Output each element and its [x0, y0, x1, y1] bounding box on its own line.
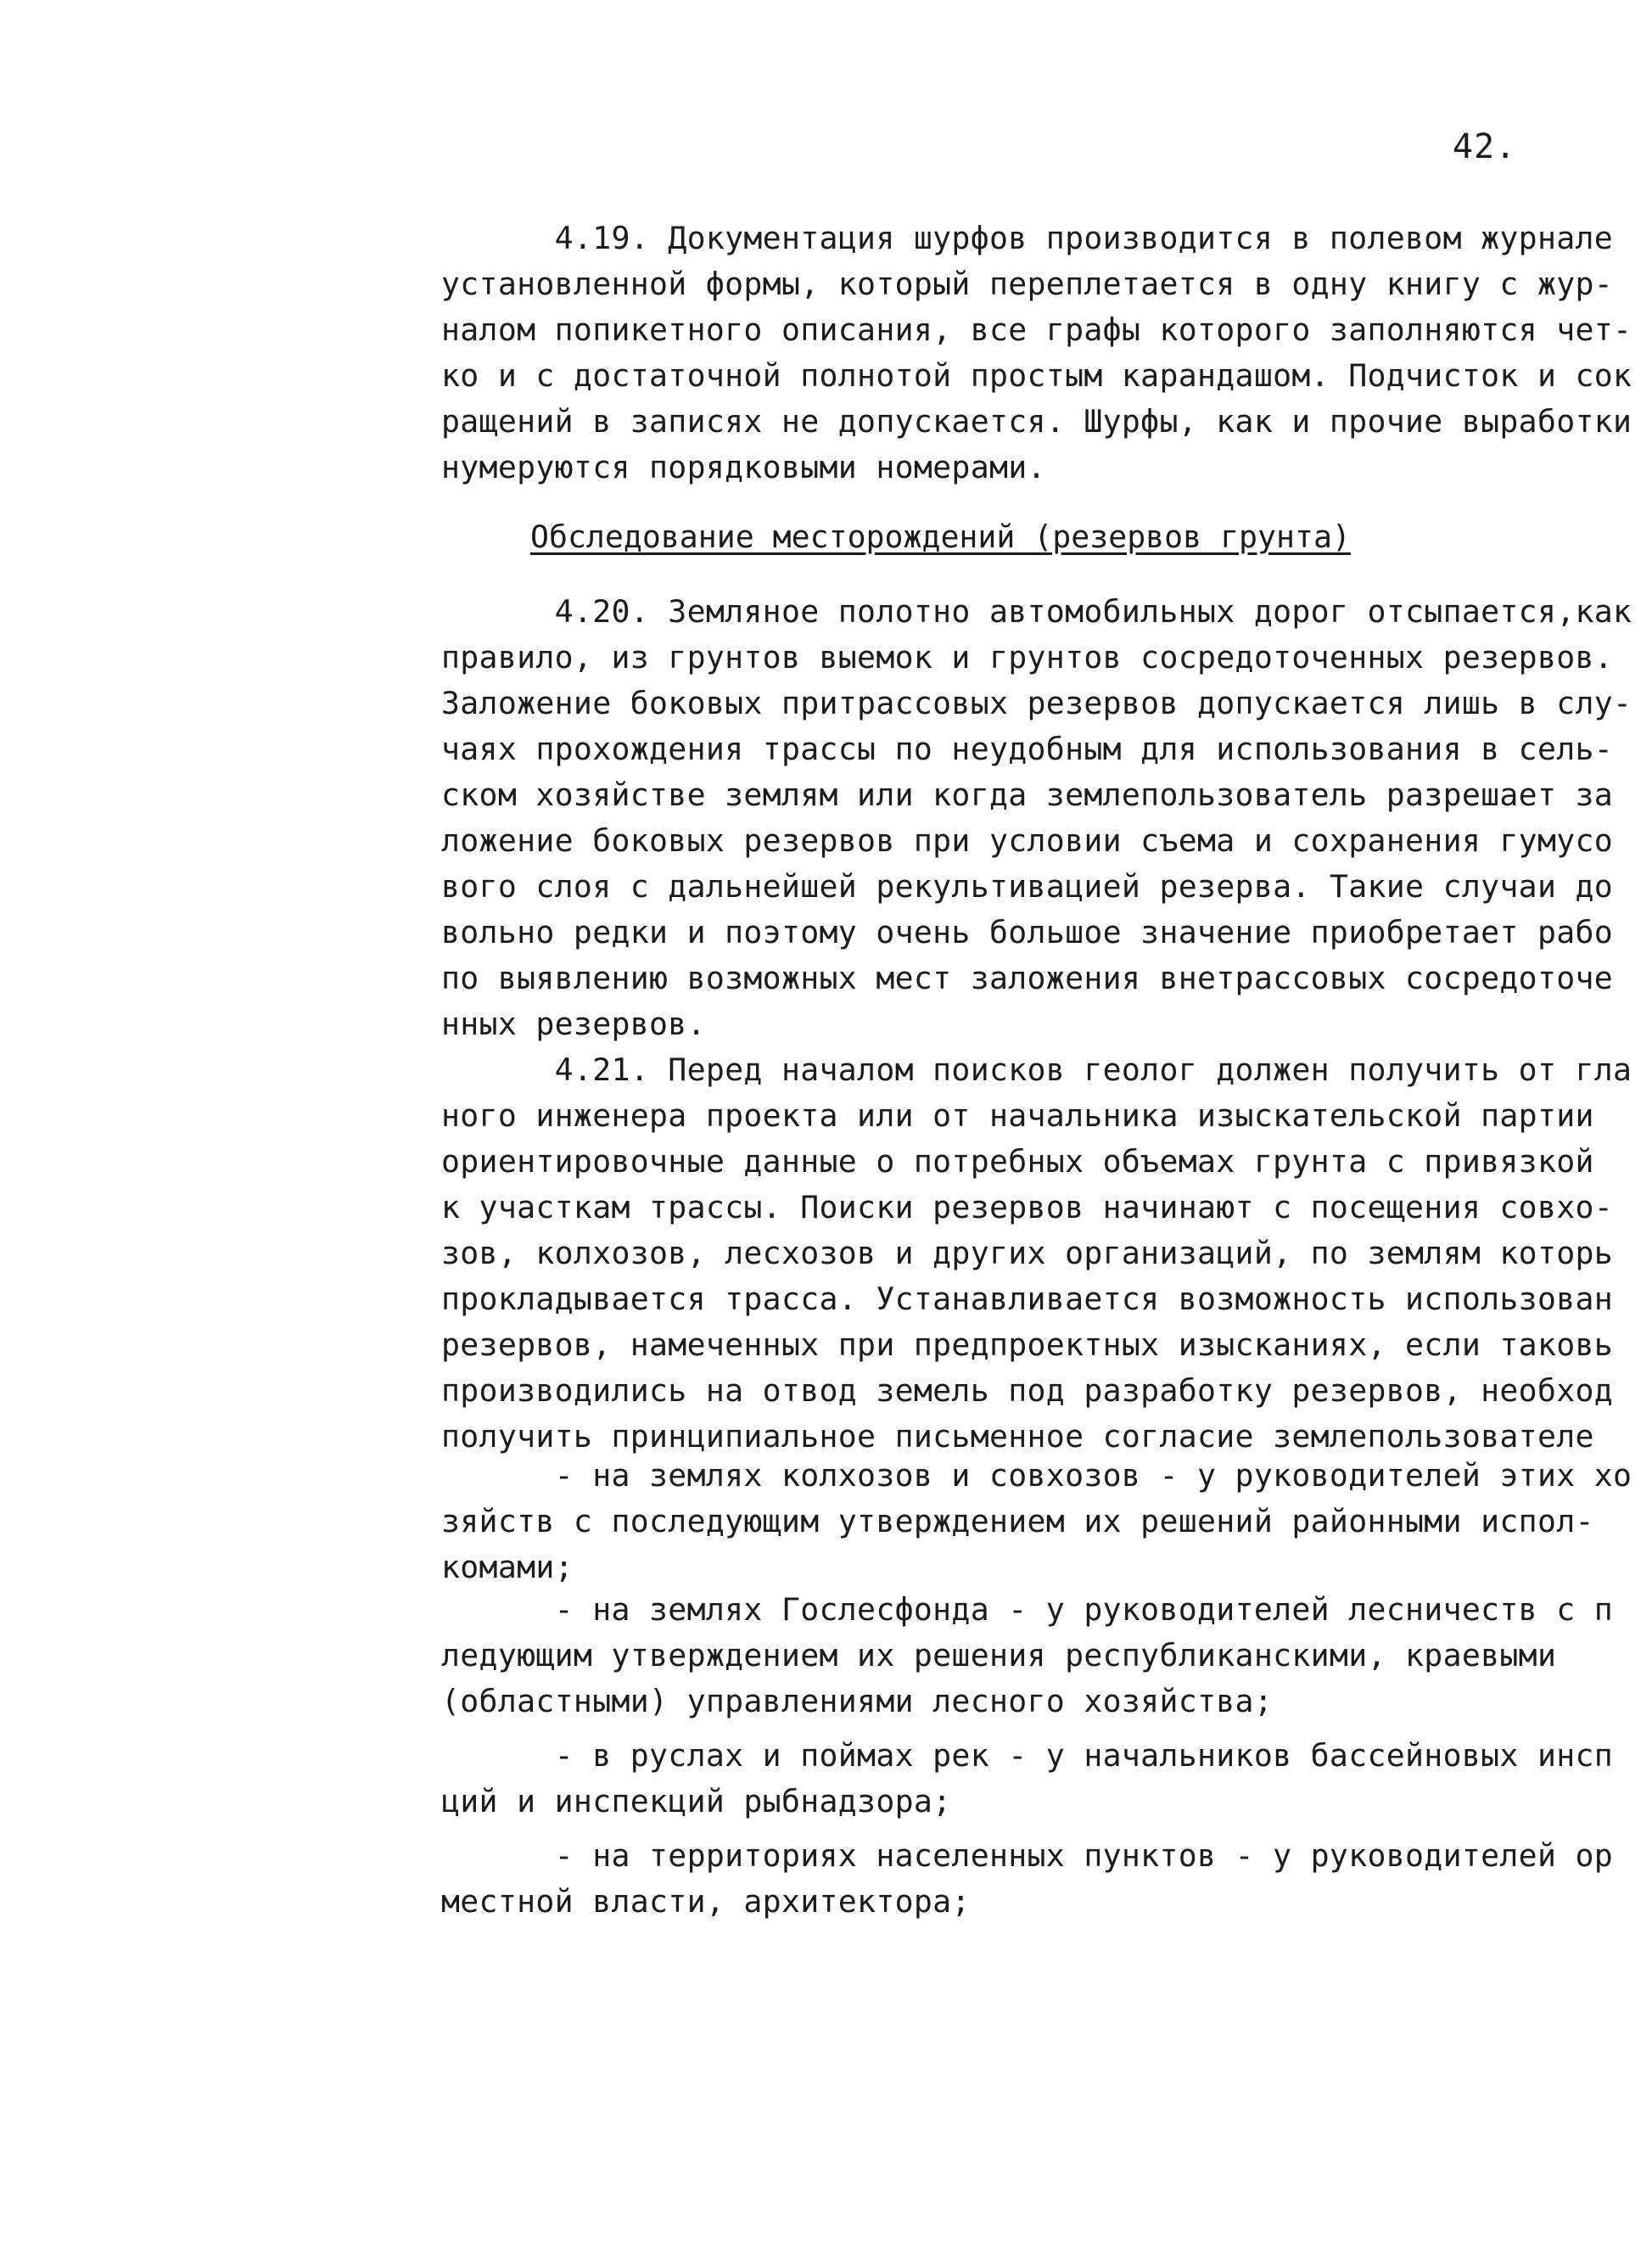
text-line: ций и инспекций рыбнадзора;: [441, 1783, 952, 1819]
text-line: к участкам трассы. Поиски резервов начинают с посещения совхо-: [441, 1189, 1614, 1225]
text-line: чаях прохождения трассы по неудобным для использования в сель-: [441, 731, 1614, 767]
paragraph-4-19: [441, 216, 1632, 491]
text-line: ращений в записях не допускается. Шурфы, как и прочие выработки: [441, 403, 1632, 440]
text-line: налом попикетного описания, все графы которого заполняются чет-: [441, 311, 1632, 348]
text-line: - на землях Гослесфонда - у руководителей лесничеств с п: [441, 1591, 1614, 1628]
text-line: прокладывается трасса. Устанавливается возможность использован: [441, 1281, 1614, 1317]
paragraph-4-21: [441, 1047, 1632, 1460]
text-line: нных резервов.: [441, 1006, 706, 1042]
text-line: резервов, намеченных при предпроектных изысканиях, если таковь: [441, 1326, 1614, 1363]
text-line: вольно редки и поэтому очень большое значение приобретает рабо: [441, 914, 1614, 950]
text-line: местной власти, архитектора;: [441, 1883, 971, 1920]
text-line: 4.21. Перед началом поисков геолог должен получить от гла: [441, 1051, 1632, 1088]
text-line: ледующим утверждением их решения республиканскими, краевыми: [441, 1637, 1557, 1674]
text-line: 4.19. Документация шурфов производится в полевом журнале: [441, 220, 1614, 256]
text-line: ко и с достаточной полнотой простым карандашом. Подчисток и сок: [441, 357, 1632, 394]
text-line: - в руслах и поймах рек - у начальников бассейновых инсп: [441, 1737, 1614, 1774]
text-line: - на землях колхозов и совхозов - у руководителей этих хо: [441, 1457, 1632, 1494]
list-item-rivers: [441, 1733, 1614, 1825]
text-line: по выявлению возможных мест заложения внетрассовых сосредоточе: [441, 960, 1614, 996]
text-line: ориентировочные данные о потребных объемах грунта с привязкой: [441, 1143, 1594, 1180]
list-item-goslesfond: [441, 1587, 1614, 1724]
text-line: зяйств с последующим утверждением их решений районными испол-: [441, 1503, 1594, 1539]
text-line: комами;: [441, 1549, 574, 1585]
text-line: - на территориях населенных пунктов - у руководителей ор: [441, 1837, 1614, 1874]
text-line: правило, из грунтов выемок и грунтов сосредоточенных резервов.: [441, 639, 1614, 676]
list-item-settlements: [441, 1833, 1614, 1925]
text-line: зов, колхозов, лесхозов и других организаций, по землям которь: [441, 1235, 1614, 1271]
text-line: Заложение боковых притрассовых резервов допускается лишь в слу-: [441, 685, 1632, 721]
text-line: ного инженера проекта или от начальника изыскательской партии: [441, 1097, 1594, 1134]
section-heading: Обследование месторождений (резервов грунта): [530, 519, 1351, 555]
text-line: 4.20. Земляное полотно автомобильных дорог отсыпается,как: [441, 593, 1632, 630]
text-line: нумеруются порядковыми номерами.: [441, 449, 1046, 485]
text-line: производились на отвод земель под разработку резервов, необход: [441, 1372, 1614, 1409]
list-item-kolkhoz: [441, 1453, 1632, 1590]
text-line: установленной формы, который переплетается в одну книгу с жур-: [441, 266, 1614, 302]
text-line: вого слоя с дальнейшей рекультивацией резерва. Такие случаи до: [441, 868, 1614, 905]
text-line: ском хозяйстве землям или когда землепользователь разрешает за: [441, 777, 1614, 813]
page-number: 42.: [1453, 127, 1517, 166]
text-line: (областными) управлениями лесного хозяйства;: [441, 1683, 1274, 1719]
paragraph-4-20: [441, 589, 1632, 1047]
text-line: ложение боковых резервов при условии съема и сохранения гумусо: [441, 822, 1614, 859]
text-line: получить принципиальное письменное согласие землепользователе: [441, 1418, 1594, 1455]
